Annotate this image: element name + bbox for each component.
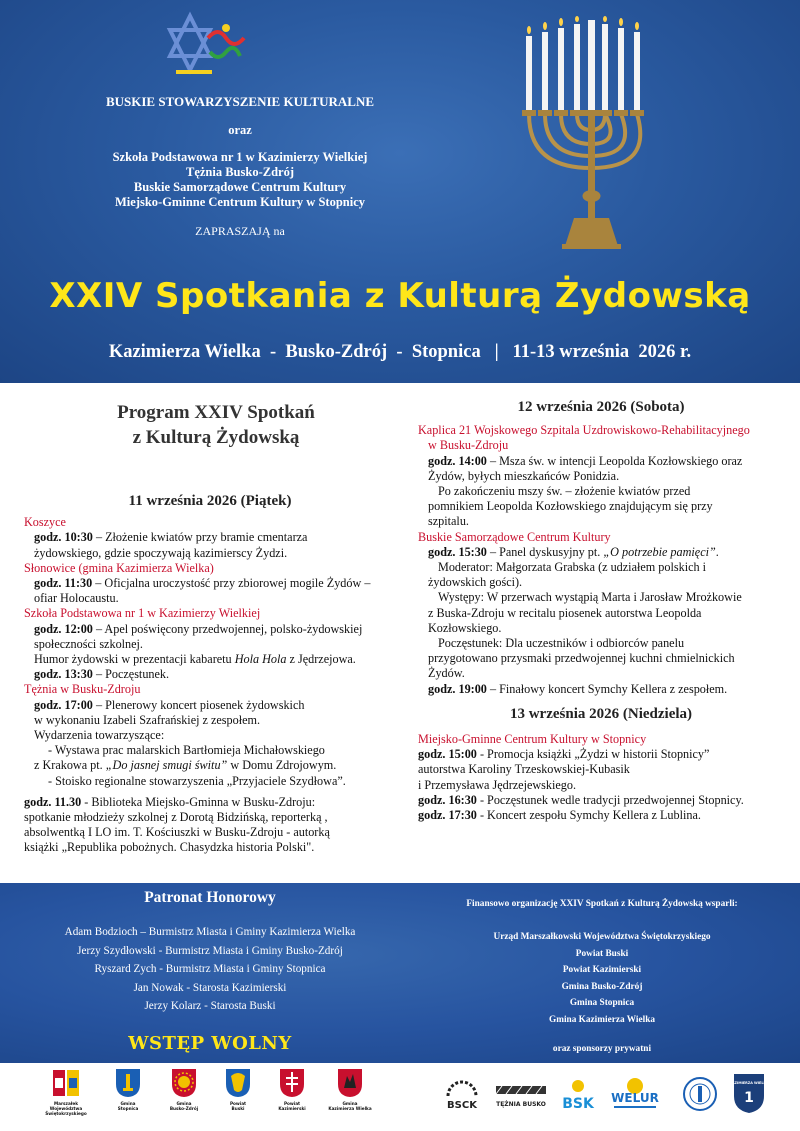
coat-of-arms-icon <box>279 1068 305 1098</box>
patron-3: Ryszard Zych - Burmistrz Miasta i Gminy Stopnica <box>94 963 326 975</box>
exhibit-title: „Do jasnej smugi świtu” <box>105 758 228 773</box>
event-text: – Plenerowy koncert piosenek żydowskich <box>92 697 305 712</box>
event-text: – Finałowy koncert Symchy Kellera z zespołem. <box>486 681 728 696</box>
venue-teznia: Tężnia w Busku-Zdroju <box>24 682 141 697</box>
refreshments: Poczęstunek: Dla uczestników i odbiorców panelu <box>438 636 685 651</box>
refreshments-cont: Żydów. <box>428 666 465 681</box>
event-text: - Poczęstunek wedle tradycji przedwojennej Stopnicy. <box>476 792 744 807</box>
event-item <box>418 747 784 762</box>
humor-pre: Humor żydowski w prezentacji kabaretu <box>34 652 235 667</box>
svg-text:BSCK: BSCK <box>447 1100 477 1111</box>
event-time: godz. 16:30 <box>418 792 477 807</box>
menorah-icon <box>518 18 648 250</box>
performances-cont: Kozłowskiego. <box>428 620 502 635</box>
side-event-1-cont <box>24 758 396 773</box>
funding-block <box>420 899 784 1054</box>
event-subtitle: Kazimierza Wielka - Busko-Zdrój - Stopnica | 11-13 września 2026 r. <box>108 342 692 362</box>
panel-title: „O potrzebie pamięci” <box>603 544 716 559</box>
event-time: godz. 11.30 <box>24 794 82 809</box>
event-time: godz. 11:30 <box>34 576 93 591</box>
honorary-patronage <box>20 889 400 1016</box>
partner-4: Miejsko-Gminne Centrum Kultury w Stopnicy <box>115 195 365 209</box>
side-event-2: - Stoisko regionalne stowarzyszenia „Przyjaciele Szydłowa”. <box>48 773 346 788</box>
venue-slonowice: Słonowice (gmina Kazimierza Wielka) <box>24 560 214 575</box>
refreshments-cont: przygotowano przysmaki przedwojennej kuchni chmielnickich <box>428 651 735 666</box>
moderator: Moderator: Małgorzata Grabska (z udziałem polskich i <box>438 560 707 575</box>
library-line4: książki „Republika pobożnych. Chasydzka historia Polski". <box>24 840 315 855</box>
crest-busko <box>158 1068 210 1111</box>
coat-of-arms-icon <box>337 1068 363 1098</box>
funder-2: Powiat Buski <box>575 948 629 959</box>
header-banner <box>0 0 800 383</box>
main-organizer: BUSKIE STOWARZYSZENIE KULTURALNE <box>105 94 375 109</box>
footer-banner <box>0 883 800 1063</box>
program-heading-line2: z Kulturą Żydowską <box>132 427 300 448</box>
crest-powiat-kazimierski <box>266 1068 318 1111</box>
event-text-cont: autorstwa Karoliny Trzeskowskiej-Kubasik <box>418 762 630 777</box>
event-item <box>24 622 396 637</box>
event-after-cont: szpitalu. <box>428 514 469 529</box>
event-item <box>418 793 784 808</box>
venue-bsck: Buskie Samorządowe Centrum Kultury <box>418 529 611 544</box>
venue-mgck: Miejsko-Gminne Centrum Kultury w Stopnicy <box>418 732 647 747</box>
humor-name: Hola Hola <box>234 652 287 667</box>
organization-logo-icon <box>168 8 248 84</box>
event-time: godz. 17:00 <box>34 697 93 712</box>
partner-3: Buskie Samorządowe Centrum Kultury <box>133 180 347 194</box>
coat-of-arms-icon <box>115 1068 141 1098</box>
funder-3: Powiat Kazimierski <box>562 965 642 975</box>
funder-4: Gmina Busko-Zdrój <box>561 981 643 992</box>
invite-text: ZAPRASZAJĄ na <box>195 224 285 238</box>
free-entry: WSTĘP WOLNY <box>128 1033 292 1054</box>
patronage-title: Patronat Honorowy <box>144 889 276 906</box>
funding-title: Finansowo organizację XXIV Spotkań z Kulturą Żydowską wsparli: <box>466 899 738 909</box>
event-text-post: . <box>715 544 719 559</box>
partner-2: Tężnia Busko-Zdrój <box>185 165 294 179</box>
crest-label: Gmina Busko-Zdrój <box>169 1101 199 1111</box>
svg-text:BSK: BSK <box>562 1096 594 1112</box>
svg-text:WELUR: WELUR <box>611 1091 659 1105</box>
coat-of-arms-icon <box>225 1068 251 1098</box>
patron-4: Jan Nowak - Starosta Kazimierski <box>133 981 287 994</box>
performances: Występy: W przerwach wystąpią Marta i Jarosław Mrożkowie <box>438 590 742 605</box>
oraz-text: oraz <box>228 123 252 137</box>
venue-koszyce: Koszyce <box>24 515 66 530</box>
funder-5: Gmina Stopnica <box>569 998 635 1008</box>
event-text: – Złożenie kwiatów przy bramie cmentarza <box>92 530 308 545</box>
event-humor <box>24 652 396 667</box>
event-text-cont: i Przemysława Jędrzejewskiego. <box>418 777 577 792</box>
bsck-logo <box>442 1076 482 1116</box>
crest-label: Gmina Stopnica <box>117 1101 139 1111</box>
event-text: – Poczęstunek. <box>92 667 170 682</box>
event-after-cont: pomnikiem Leopolda Kozłowskiego znajdującym się przy <box>428 499 713 514</box>
crest-label: Gmina Kazimierza Wielka <box>328 1101 372 1111</box>
event-item <box>24 530 396 545</box>
crest-label: Powiat Buski <box>229 1101 247 1111</box>
library-event <box>24 795 396 856</box>
event-title: XXIV Spotkania z Kulturą Żydowską <box>49 276 751 316</box>
venue-szkola: Szkoła Podstawowa nr 1 w Kazimierzy Wielkiej <box>24 606 261 621</box>
patron-1: Adam Bodzioch – Burmistrz Miasta i Gminy Kazimierza Wielka <box>64 926 356 938</box>
event-time: godz. 13:30 <box>34 667 93 682</box>
event-text-cont: społeczności szkolnej. <box>34 636 143 651</box>
event-text-cont: żydowskiego, gdzie spoczywają kazimierscy Żydzi. <box>34 545 288 560</box>
event-time: godz. 17:30 <box>418 808 477 823</box>
crest-marszalek <box>40 1068 92 1116</box>
crest-powiat-buski <box>212 1068 264 1111</box>
crest-stopnica <box>102 1068 154 1111</box>
event-after: Po zakończeniu mszy św. – złożenie kwiatów przed <box>438 484 691 499</box>
event-text: – Apel poświęcony przedwojennej, polsko-żydowskiej <box>92 621 363 636</box>
event-item <box>418 545 784 560</box>
crest-kazimierza-wielka <box>324 1068 376 1111</box>
emblem-logo <box>682 1074 718 1114</box>
program-heading <box>36 400 396 450</box>
program-left-column <box>24 400 396 856</box>
event-time: godz. 14:00 <box>428 453 487 468</box>
patron-2: Jerzy Szydłowski - Burmistrz Miasta i Gminy Busko-Zdrój <box>77 944 343 957</box>
kazimierza-wielka-logo <box>729 1072 769 1114</box>
sponsor-logos-strip <box>440 1070 790 1126</box>
exhibit-post: w Domu Zdrojowym. <box>227 758 337 773</box>
patron-5: Jerzy Kolarz - Starosta Buski <box>144 1000 276 1012</box>
event-item <box>418 454 784 469</box>
funder-1: Urząd Marszałkowski Województwa Świętokrzyskiego <box>493 932 711 942</box>
coat-of-arms-icon <box>171 1068 197 1098</box>
event-item <box>418 682 784 697</box>
event-text: – Panel dyskusyjny pt. <box>486 544 604 559</box>
event-item <box>418 808 784 823</box>
coat-of-arms-icon <box>51 1068 81 1098</box>
event-time: godz. 19:00 <box>428 681 487 696</box>
event-item <box>24 576 396 591</box>
svg-text:1: 1 <box>744 1090 754 1106</box>
bsk-logo <box>558 1078 598 1112</box>
library-line3: absolwentką I LO im. T. Kościuszki w Busku-Zdroju - autorką <box>24 825 330 840</box>
library-line2: spotkanie młodzieży szkolnej z Dorotą Bidzińską, reporterką , <box>24 810 328 825</box>
welur-logo <box>606 1074 664 1114</box>
crests-strip <box>40 1068 400 1128</box>
crest-label: Powiat Kazimierski <box>278 1101 306 1111</box>
moderator-cont: żydowskich gości). <box>428 575 523 590</box>
venue-kaplica: Kaplica 21 Wojskowego Szpitala Uzdrowiskowo-Rehabilitacyjnego <box>418 423 750 438</box>
venue-kaplica-cont: w Busku-Zdroju <box>428 438 509 453</box>
event-text-cont: w wykonaniu Izabeli Szafrańskiej z zespołem. <box>34 712 261 727</box>
event-text: - Promocja książki „Żydzi w historii Stopnicy” <box>476 747 710 762</box>
event-time: godz. 15:30 <box>428 544 487 559</box>
side-events-label: Wydarzenia towarzyszące: <box>34 728 165 743</box>
teznia-logo <box>492 1082 550 1112</box>
program-right-column <box>418 400 784 823</box>
performances-cont: z Buska-Zdroju w recitalu piosenek autorstwa Leopolda <box>428 605 702 620</box>
day1-heading: 11 września 2026 (Piątek) <box>128 493 292 509</box>
event-text: - Biblioteka Miejsko-Gminna w Busku-Zdroju: <box>81 794 316 809</box>
event-item <box>24 698 396 713</box>
program-heading-line1: Program XXIV Spotkań <box>117 402 315 423</box>
day3-heading: 13 września 2026 (Niedziela) <box>509 705 693 722</box>
exhibit-pre: z Krakowa pt. <box>34 758 106 773</box>
svg-text:KAZIMIERZA WIELKA: KAZIMIERZA WIELKA <box>729 1081 769 1085</box>
event-item <box>24 667 396 682</box>
svg-text:TĘŻNIA BUSKO: TĘŻNIA BUSKO <box>496 1101 546 1108</box>
event-text: – Msza św. w intencji Leopolda Kozłowskiego oraz <box>486 453 743 468</box>
partner-1: Szkoła Podstawowa nr 1 w Kazimierzy Wielkiej <box>112 150 368 164</box>
humor-post: z Jędrzejowa. <box>286 652 356 667</box>
event-text-cont: Żydów, byłych mieszkańców Ponidzia. <box>428 468 620 483</box>
private-sponsors: oraz sponsorzy prywatni <box>552 1044 652 1054</box>
event-text-cont: ofiar Holocaustu. <box>34 591 119 606</box>
side-event-1: - Wystawa prac malarskich Bartłomieja Michałowskiego <box>48 743 325 758</box>
event-text: – Oficjalna uroczystość przy zbiorowej mogile Żydów – <box>92 576 371 591</box>
event-time: godz. 10:30 <box>34 530 93 545</box>
funder-6: Gmina Kazimierza Wielka <box>548 1014 656 1025</box>
crest-label: Marszałek Województwa Świętokrzyskiego <box>45 1101 87 1116</box>
event-time: godz. 12:00 <box>34 621 93 636</box>
organizers-block <box>40 94 440 239</box>
day2-heading: 12 września 2026 (Sobota) <box>517 399 685 415</box>
event-time: godz. 15:00 <box>418 747 477 762</box>
event-text: - Koncert zespołu Symchy Kellera z Lublina. <box>476 808 701 823</box>
